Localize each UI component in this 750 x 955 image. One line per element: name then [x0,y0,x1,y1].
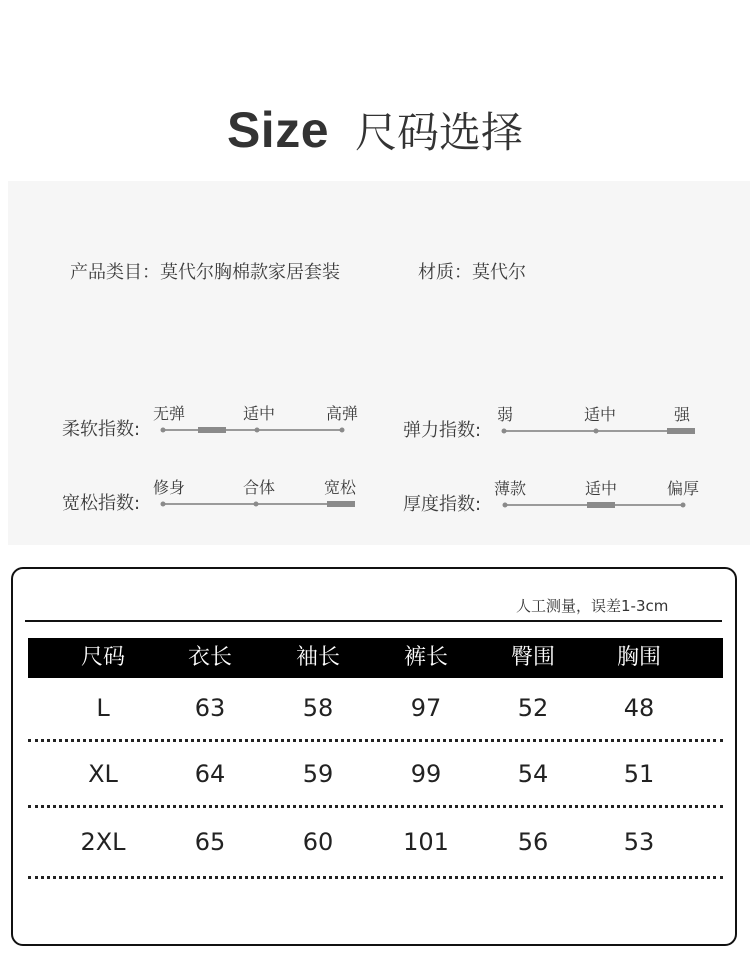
header-bust: 胸围 [616,645,662,670]
looseness-dot [254,502,259,507]
measurement-note: 人工测量，误差1-3cm [516,597,669,615]
table-cell: 97 [410,694,442,722]
looseness-indicator [327,501,355,507]
thickness-scale-label: 厚度指数: [403,494,482,515]
header-pants-length: 裤长 [403,645,449,670]
title-english: Size [226,102,330,158]
material-value: 莫代尔 [472,262,526,283]
table-cell: 60 [302,828,334,856]
elasticity-dot [502,429,507,434]
thickness-dot [681,503,686,508]
softness-option-low: 无弹 [152,404,186,423]
table-cell: 51 [623,760,655,788]
header-top-length: 衣长 [187,645,233,670]
page-title [0,100,750,160]
elasticity-option-high: 强 [673,405,691,424]
looseness-option-mid: 合体 [242,478,276,497]
category-value: 莫代尔胸棉款家居套装 [160,262,340,283]
thickness-option-low: 薄款 [493,479,527,498]
header-sleeve-length: 袖长 [295,645,341,670]
table-cell: L [96,694,110,722]
softness-indicator [198,427,226,433]
elasticity-option-mid: 适中 [583,405,617,424]
material-label: 材质： [418,262,472,283]
title-chinese: 尺码选择 [355,108,524,157]
row-divider [28,805,723,808]
table-cell: 2XL [80,828,126,856]
elasticity-option-low: 弱 [496,405,514,424]
softness-option-mid: 适中 [242,404,276,423]
table-cell: 52 [517,694,549,722]
thickness-dot [503,503,508,508]
table-cell: 65 [194,828,226,856]
softness-dot [255,428,260,433]
table-cell: 56 [517,828,549,856]
size-table-frame [11,567,737,946]
thickness-indicator [587,502,615,508]
elasticity-track [504,430,694,432]
softness-track [163,429,342,431]
table-cell: 64 [194,760,226,788]
softness-option-high: 高弹 [325,404,359,423]
table-cell: 63 [194,694,226,722]
elasticity-indicator [667,428,695,434]
product-material [418,258,526,284]
elasticity-dot [594,429,599,434]
thickness-option-mid: 适中 [584,479,618,498]
table-cell: XL [88,760,118,788]
row-divider [28,739,723,742]
table-cell: 58 [302,694,334,722]
header-size: 尺码 [80,645,126,670]
category-label: 产品类目： [70,262,160,283]
product-category [70,258,340,284]
looseness-dot [161,502,166,507]
looseness-scale-label: 宽松指数: [62,493,141,514]
softness-scale-label: 柔软指数: [62,419,141,440]
row-divider [28,876,723,879]
size-table-header [28,638,723,678]
softness-dot [340,428,345,433]
table-cell: 99 [410,760,442,788]
elasticity-scale-label: 弹力指数: [403,420,482,441]
table-cell: 101 [403,828,449,856]
table-cell: 59 [302,760,334,788]
thickness-option-high: 偏厚 [666,479,700,498]
header-hip: 臀围 [510,645,556,670]
note-divider [25,620,722,622]
looseness-option-high: 宽松 [323,478,357,497]
table-cell: 54 [517,760,549,788]
softness-dot [161,428,166,433]
looseness-option-low: 修身 [152,478,186,497]
table-cell: 48 [623,694,655,722]
table-cell: 53 [623,828,655,856]
